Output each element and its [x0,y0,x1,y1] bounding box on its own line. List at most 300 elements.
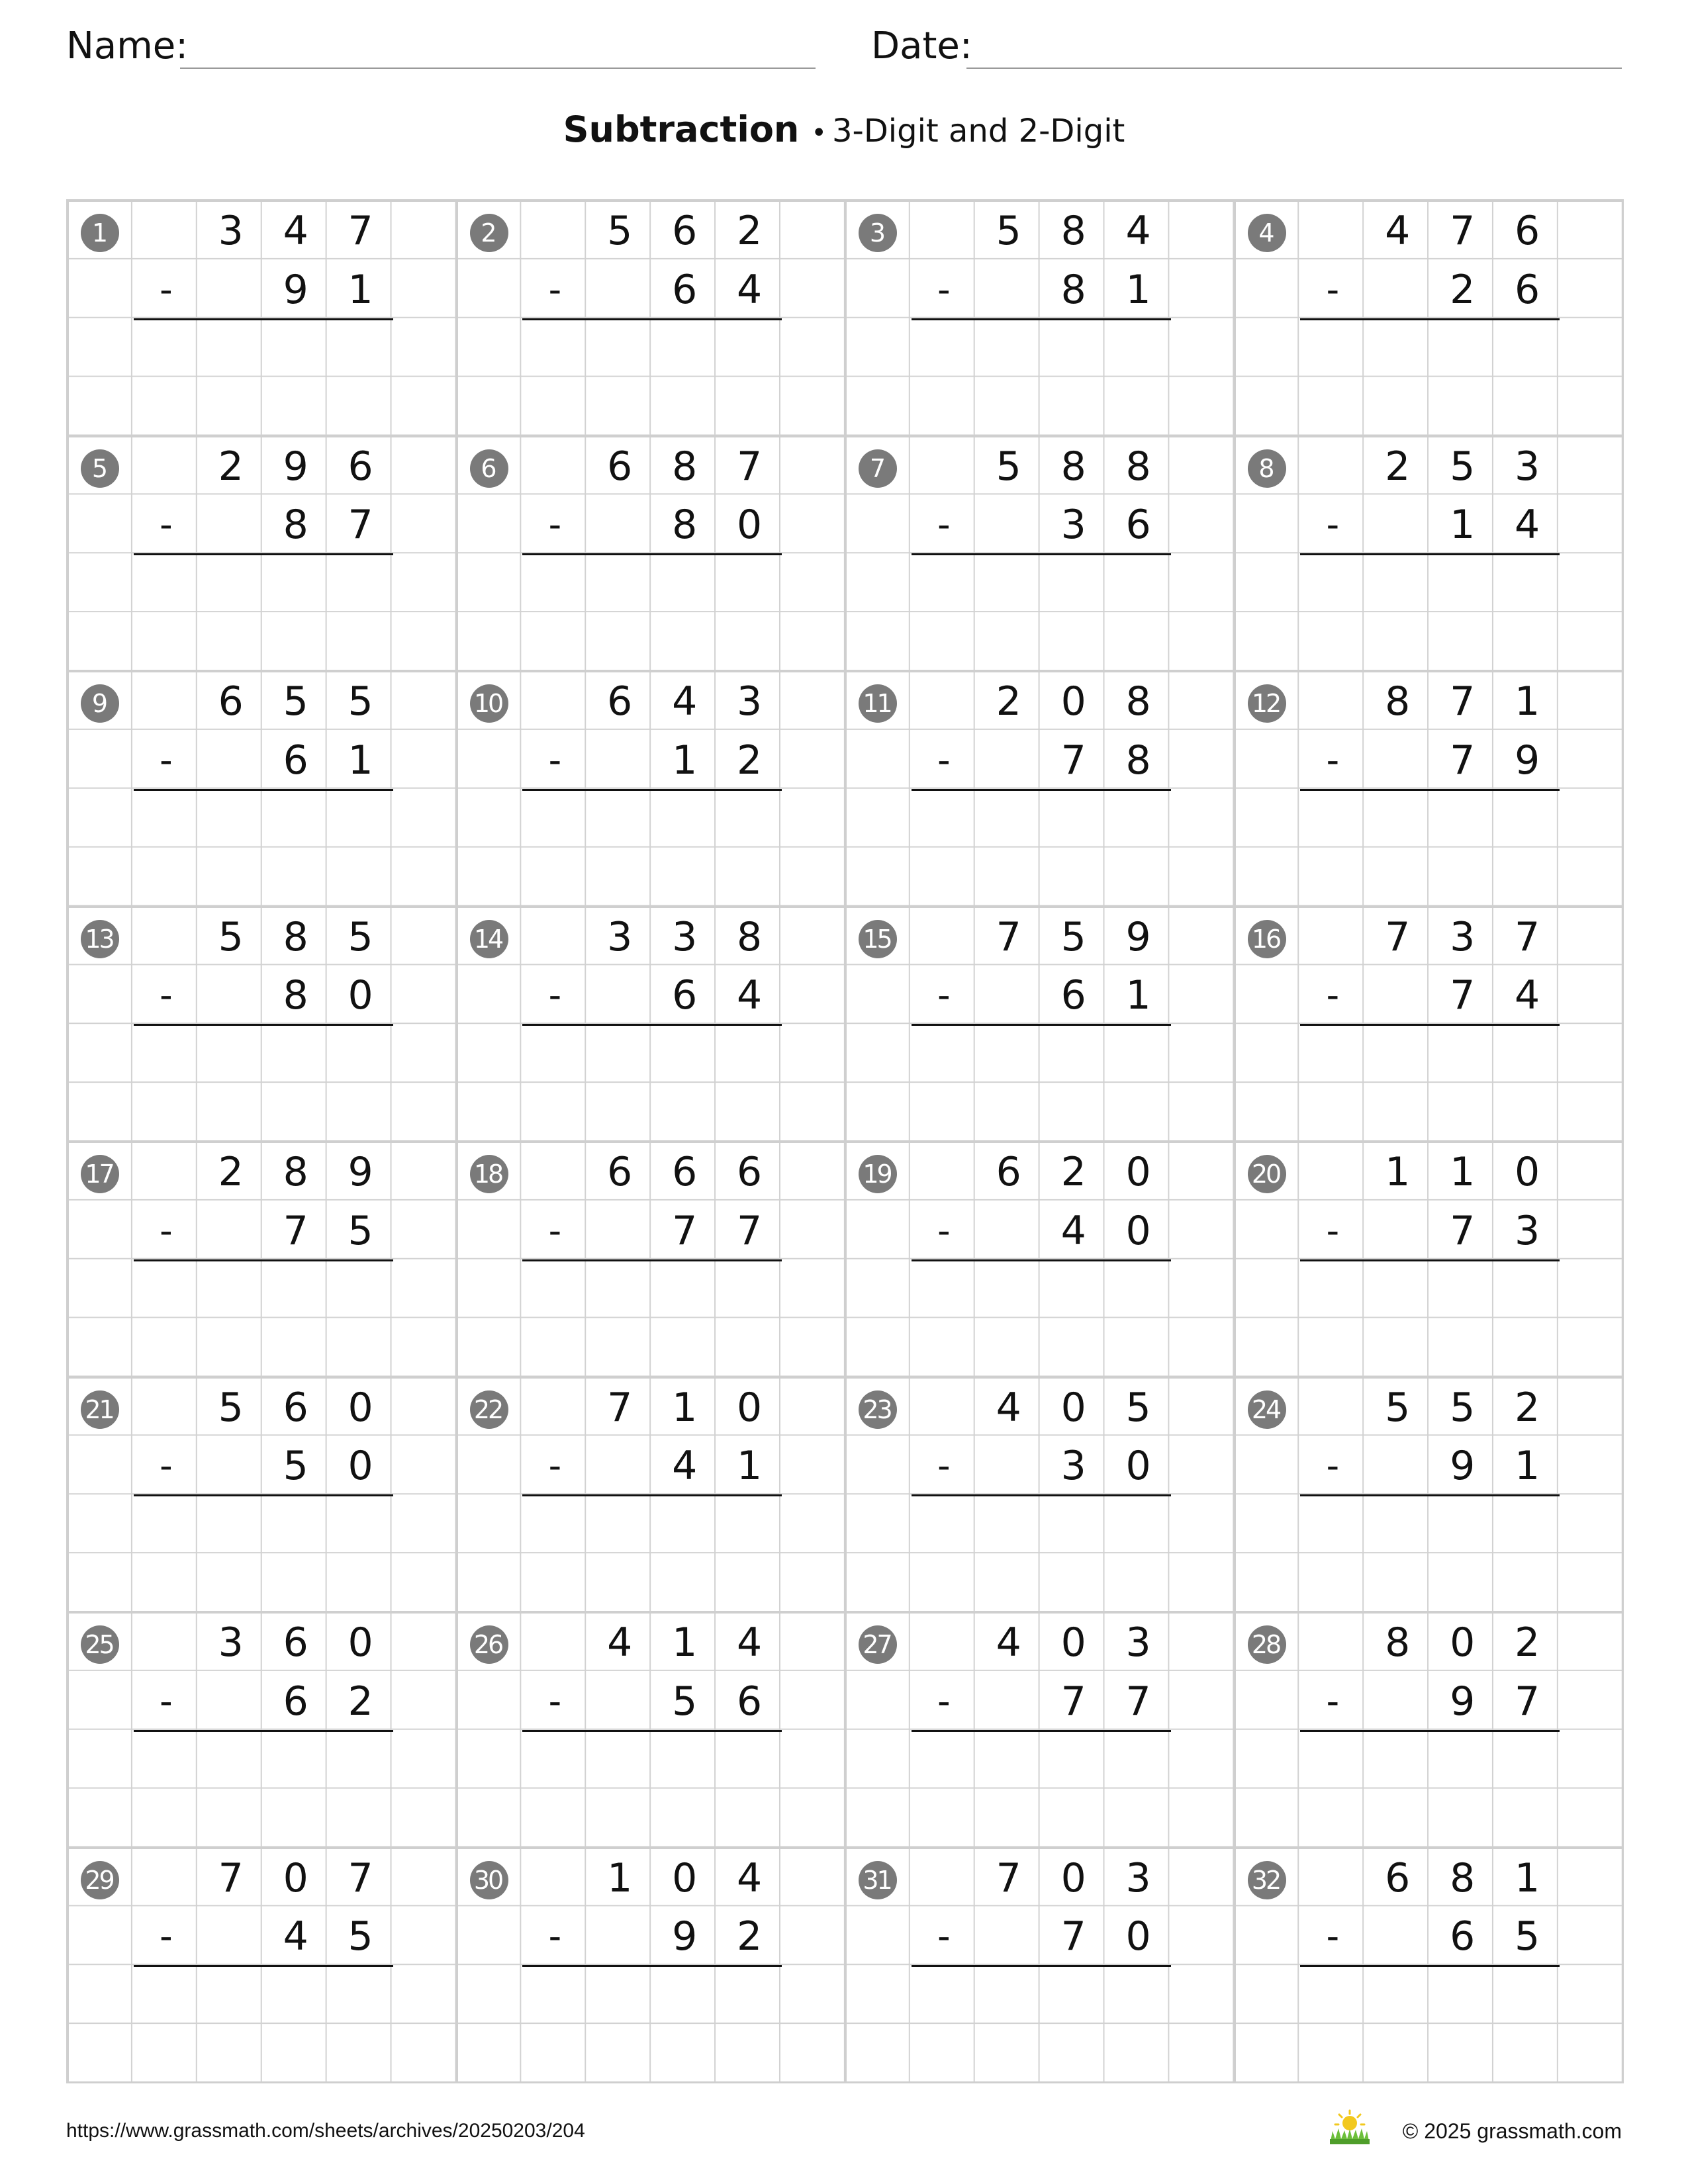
top-digit: 8 [737,913,763,960]
date-line[interactable] [966,68,1622,69]
problem-5 [66,435,455,670]
problem-20 [1233,1140,1622,1376]
problem-17 [66,1140,455,1376]
problem-6 [455,435,845,670]
top-digit: 7 [348,1854,373,1901]
top-digit: 3 [218,208,244,254]
problem-7 [844,435,1233,670]
name-line[interactable] [180,68,816,69]
bottom-digit: 7 [1060,1913,1086,1960]
problem-number-badge: 31 [859,1861,897,1899]
top-digit: 0 [672,1854,698,1901]
top-digit: 3 [1125,1854,1151,1901]
bottom-digit: 1 [1450,502,1476,549]
problem-8 [1233,435,1622,670]
bottom-digit: 5 [348,1207,373,1254]
minus-sign: - [160,1915,173,1958]
bottom-digit: 5 [1515,1913,1540,1960]
top-digit: 4 [672,678,698,725]
answer-space[interactable] [134,790,393,904]
top-digit: 3 [1125,1619,1151,1666]
bottom-digit: 7 [1450,1207,1476,1254]
problem-number-badge: 20 [1248,1155,1286,1193]
minus-sign: - [548,504,562,546]
top-digit: 2 [996,678,1021,725]
problem-number-badge: 1 [81,214,119,252]
minus-sign: - [1326,504,1340,546]
problem-25 [66,1611,455,1846]
bottom-digit: 2 [1450,266,1476,313]
answer-space[interactable] [134,1966,393,2080]
problem-14 [455,905,845,1141]
top-digit: 5 [348,678,373,725]
top-digit: 5 [348,913,373,960]
minus-sign: - [548,1915,562,1958]
bottom-digit: 9 [1515,737,1540,784]
minus-sign: - [160,504,173,546]
top-digit: 8 [1060,208,1086,254]
minus-sign: - [937,974,951,1017]
top-digit: 5 [607,208,633,254]
problem-number-badge: 19 [859,1155,897,1193]
top-digit: 2 [737,208,763,254]
problem-22 [455,1376,845,1612]
bottom-digit: 1 [672,737,698,784]
top-digit: 9 [1125,913,1151,960]
top-digit: 6 [737,1149,763,1195]
top-digit: 3 [1450,913,1476,960]
bottom-digit: 2 [348,1678,373,1725]
bottom-digit: 6 [1450,1913,1476,1960]
minus-sign: - [548,1209,562,1251]
top-digit: 6 [607,678,633,725]
bottom-digit: 6 [283,1678,308,1725]
top-digit: 7 [737,443,763,490]
top-digit: 1 [672,1384,698,1431]
top-digit: 2 [1515,1619,1540,1666]
minus-sign: - [160,1680,173,1722]
title-separator: • [811,118,827,148]
minus-sign: - [1326,1915,1340,1958]
bottom-digit: 7 [283,1207,308,1254]
bottom-digit: 3 [1515,1207,1540,1254]
top-digit: 1 [672,1619,698,1666]
problem-10 [455,670,845,905]
problem-32 [1233,1846,1622,2082]
top-digit: 0 [1060,678,1086,725]
problem-number-badge: 28 [1248,1625,1286,1664]
top-digit: 5 [218,1384,244,1431]
top-digit: 8 [672,443,698,490]
problem-18 [455,1140,845,1376]
minus-sign: - [1326,268,1340,310]
minus-sign: - [937,268,951,310]
top-digit: 8 [283,913,308,960]
top-digit: 7 [996,913,1021,960]
problem-21 [66,1376,455,1612]
answer-space[interactable] [134,1496,393,1610]
problem-1 [66,199,455,435]
problem-number-badge: 29 [81,1861,119,1899]
top-digit: 7 [996,1854,1021,1901]
top-digit: 8 [1385,1619,1411,1666]
answer-space[interactable] [134,1731,393,1845]
problem-number-badge: 13 [81,920,119,958]
bottom-digit: 3 [1060,502,1086,549]
bottom-digit: 0 [737,502,763,549]
minus-sign: - [937,504,951,546]
bottom-digit: 0 [1125,1913,1151,1960]
top-digit: 7 [1515,913,1540,960]
minus-sign: - [160,1209,173,1251]
problem-number-badge: 2 [470,214,508,252]
minus-sign: - [1326,1680,1340,1722]
problem-24 [1233,1376,1622,1612]
problem-30 [455,1846,845,2082]
minus-sign: - [1326,974,1340,1017]
problem-13 [66,905,455,1141]
answer-space[interactable] [912,790,1171,904]
bottom-digit: 4 [737,972,763,1019]
top-digit: 0 [1515,1149,1540,1195]
minus-sign: - [160,1445,173,1487]
problem-4 [1233,199,1622,435]
bottom-digit: 8 [283,502,308,549]
problem-26 [455,1611,845,1846]
top-digit: 8 [1125,678,1151,725]
minus-sign: - [937,739,951,781]
bottom-digit: 7 [737,1207,763,1254]
problem-27 [844,1611,1233,1846]
problem-number-badge: 15 [859,920,897,958]
problem-11 [844,670,1233,905]
problem-number-badge: 24 [1248,1390,1286,1429]
answer-space[interactable] [912,1731,1171,1845]
top-digit: 4 [1385,208,1411,254]
problem-12 [1233,670,1622,905]
top-digit: 1 [1515,678,1540,725]
bottom-digit: 8 [1125,737,1151,784]
top-digit: 1 [1385,1149,1411,1195]
bottom-digit: 8 [283,972,308,1019]
bottom-digit: 2 [737,737,763,784]
top-digit: 4 [996,1619,1021,1666]
top-digit: 3 [218,1619,244,1666]
top-digit: 7 [1450,678,1476,725]
bottom-digit: 0 [348,972,373,1019]
bottom-digit: 7 [1450,972,1476,1019]
bottom-digit: 7 [348,502,373,549]
worksheet-title [0,105,1688,158]
minus-sign: - [1326,1445,1340,1487]
answer-space[interactable] [912,1025,1171,1139]
bottom-digit: 9 [1450,1678,1476,1725]
top-digit: 1 [1450,1149,1476,1195]
top-digit: 0 [737,1384,763,1431]
top-digit: 4 [737,1854,763,1901]
problem-number-badge: 4 [1248,214,1286,252]
bottom-digit: 4 [1515,502,1540,549]
answer-space[interactable] [912,1966,1171,2080]
top-digit: 5 [1060,913,1086,960]
minus-sign: - [548,1680,562,1722]
footer-url: https://www.grassmath.com/sheets/archives/20250203/204 [66,2120,585,2142]
answer-space[interactable] [522,1496,782,1610]
top-digit: 7 [607,1384,633,1431]
top-digit: 3 [607,913,633,960]
top-digit: 5 [218,913,244,960]
problem-number-badge: 8 [1248,449,1286,488]
top-digit: 7 [348,208,373,254]
problem-number-badge: 6 [470,449,508,488]
bottom-digit: 1 [348,737,373,784]
top-digit: 4 [1125,208,1151,254]
problem-number-badge: 22 [470,1390,508,1429]
problem-number-badge: 9 [81,684,119,723]
answer-space[interactable] [1300,1731,1560,1845]
problem-number-badge: 11 [859,684,897,723]
top-digit: 0 [1450,1619,1476,1666]
problem-number-badge: 18 [470,1155,508,1193]
bottom-digit: 6 [1515,266,1540,313]
top-digit: 5 [283,678,308,725]
minus-sign: - [548,1445,562,1487]
problem-9 [66,670,455,905]
problem-number-badge: 5 [81,449,119,488]
minus-sign: - [1326,1209,1340,1251]
bottom-digit: 1 [348,266,373,313]
top-digit: 1 [1515,1854,1540,1901]
top-digit: 2 [1515,1384,1540,1431]
bottom-digit: 2 [737,1913,763,1960]
minus-sign: - [548,739,562,781]
problem-number-badge: 30 [470,1861,508,1899]
top-digit: 8 [1060,443,1086,490]
bottom-digit: 5 [672,1678,698,1725]
top-digit: 0 [348,1619,373,1666]
minus-sign: - [548,974,562,1017]
top-digit: 2 [1060,1149,1086,1195]
bottom-digit: 7 [1450,737,1476,784]
answer-space[interactable] [1300,555,1560,668]
problem-number-badge: 14 [470,920,508,958]
bottom-digit: 6 [737,1678,763,1725]
minus-sign: - [160,974,173,1017]
top-digit: 9 [283,443,308,490]
bottom-digit: 3 [1060,1443,1086,1490]
problem-number-badge: 17 [81,1155,119,1193]
top-digit: 6 [607,443,633,490]
problem-23 [844,1376,1233,1612]
top-digit: 3 [737,678,763,725]
grass-sun-logo-icon [1327,2109,1372,2146]
top-digit: 8 [1125,443,1151,490]
answer-space[interactable] [134,1025,393,1139]
answer-space[interactable] [522,1966,782,2080]
top-digit: 5 [1125,1384,1151,1431]
bottom-digit: 6 [283,737,308,784]
minus-sign: - [937,1209,951,1251]
bottom-digit: 4 [672,1443,698,1490]
bottom-digit: 6 [672,972,698,1019]
top-digit: 5 [996,443,1021,490]
top-digit: 5 [996,208,1021,254]
problem-number-badge: 25 [81,1625,119,1664]
answer-space[interactable] [912,1496,1171,1610]
answer-space[interactable] [522,555,782,668]
top-digit: 7 [218,1854,244,1901]
bottom-digit: 7 [672,1207,698,1254]
problem-number-badge: 23 [859,1390,897,1429]
problem-number-badge: 3 [859,214,897,252]
answer-space[interactable] [1300,1025,1560,1139]
bottom-digit: 6 [1125,502,1151,549]
top-digit: 1 [607,1854,633,1901]
minus-sign: - [160,268,173,310]
minus-sign: - [548,268,562,310]
top-digit: 2 [218,1149,244,1195]
problem-number-badge: 27 [859,1625,897,1664]
top-digit: 0 [1060,1619,1086,1666]
bottom-digit: 9 [672,1913,698,1960]
top-digit: 8 [1385,678,1411,725]
problem-16 [1233,905,1622,1141]
bottom-digit: 5 [348,1913,373,1960]
answer-space[interactable] [134,320,393,433]
bottom-digit: 1 [1125,266,1151,313]
bottom-digit: 9 [283,266,308,313]
problem-number-badge: 10 [470,684,508,723]
top-digit: 7 [1450,208,1476,254]
top-digit: 4 [607,1619,633,1666]
date-label: Date: [871,24,972,68]
top-digit: 6 [283,1619,308,1666]
answer-space[interactable] [134,1261,393,1375]
bottom-digit: 0 [348,1443,373,1490]
bottom-digit: 8 [672,502,698,549]
bottom-digit: 4 [1515,972,1540,1019]
bottom-digit: 6 [1060,972,1086,1019]
answer-space[interactable] [522,320,782,433]
bottom-digit: 7 [1060,737,1086,784]
problem-28 [1233,1611,1622,1846]
minus-sign: - [937,1680,951,1722]
top-digit: 6 [672,208,698,254]
top-digit: 5 [1450,1384,1476,1431]
answer-space[interactable] [1300,1261,1560,1375]
title-subtitle: 3-Digit and 2-Digit [831,113,1125,150]
top-digit: 4 [283,208,308,254]
top-digit: 0 [283,1854,308,1901]
problem-29 [66,1846,455,2082]
bottom-digit: 7 [1515,1678,1540,1725]
top-digit: 8 [1450,1854,1476,1901]
problem-number-badge: 16 [1248,920,1286,958]
bottom-digit: 9 [1450,1443,1476,1490]
problem-number-badge: 7 [859,449,897,488]
answer-space[interactable] [912,1261,1171,1375]
top-digit: 6 [607,1149,633,1195]
top-digit: 8 [283,1149,308,1195]
problem-3 [844,199,1233,435]
minus-sign: - [160,739,173,781]
answer-space[interactable] [522,1261,782,1375]
answer-space[interactable] [1300,1966,1560,2080]
minus-sign: - [937,1445,951,1487]
bottom-digit: 0 [1125,1443,1151,1490]
problem-number-badge: 32 [1248,1861,1286,1899]
top-digit: 6 [1385,1854,1411,1901]
minus-sign: - [1326,739,1340,781]
top-digit: 4 [996,1384,1021,1431]
top-digit: 9 [348,1149,373,1195]
top-digit: 7 [1385,913,1411,960]
top-digit: 2 [218,443,244,490]
bottom-digit: 0 [1125,1207,1151,1254]
bottom-digit: 5 [283,1443,308,1490]
problem-31 [844,1846,1233,2082]
top-digit: 6 [672,1149,698,1195]
answer-space[interactable] [134,555,393,668]
answer-space[interactable] [1300,320,1560,433]
top-digit: 3 [672,913,698,960]
problem-grid [66,199,1624,2083]
bottom-digit: 7 [1060,1678,1086,1725]
answer-space[interactable] [1300,1496,1560,1610]
problem-number-badge: 12 [1248,684,1286,723]
answer-space[interactable] [1300,790,1560,904]
top-digit: 3 [1515,443,1540,490]
problem-15 [844,905,1233,1141]
top-digit: 6 [283,1384,308,1431]
bottom-digit: 1 [1125,972,1151,1019]
problem-number-badge: 21 [81,1390,119,1429]
bottom-digit: 4 [1060,1207,1086,1254]
top-digit: 6 [1515,208,1540,254]
bottom-digit: 4 [737,266,763,313]
bottom-digit: 4 [283,1913,308,1960]
problem-2 [455,199,845,435]
bottom-digit: 8 [1060,266,1086,313]
bottom-digit: 7 [1125,1678,1151,1725]
top-digit: 0 [1125,1149,1151,1195]
answer-space[interactable] [522,1025,782,1139]
top-digit: 4 [737,1619,763,1666]
name-label: Name: [66,24,189,68]
footer-copyright: © 2025 grassmath.com [1402,2119,1622,2143]
answer-space[interactable] [912,555,1171,668]
top-digit: 5 [1450,443,1476,490]
answer-space[interactable] [522,790,782,904]
problem-number-badge: 26 [470,1625,508,1664]
bottom-digit: 6 [672,266,698,313]
top-digit: 0 [1060,1854,1086,1901]
minus-sign: - [937,1915,951,1958]
top-digit: 6 [996,1149,1021,1195]
problem-19 [844,1140,1233,1376]
top-digit: 5 [1385,1384,1411,1431]
top-digit: 2 [1385,443,1411,490]
bottom-digit: 1 [1515,1443,1540,1490]
top-digit: 0 [1060,1384,1086,1431]
answer-space[interactable] [522,1731,782,1845]
bottom-digit: 1 [737,1443,763,1490]
answer-space[interactable] [912,320,1171,433]
top-digit: 6 [348,443,373,490]
top-digit: 6 [218,678,244,725]
title-main: Subtraction [563,109,800,150]
top-digit: 0 [348,1384,373,1431]
